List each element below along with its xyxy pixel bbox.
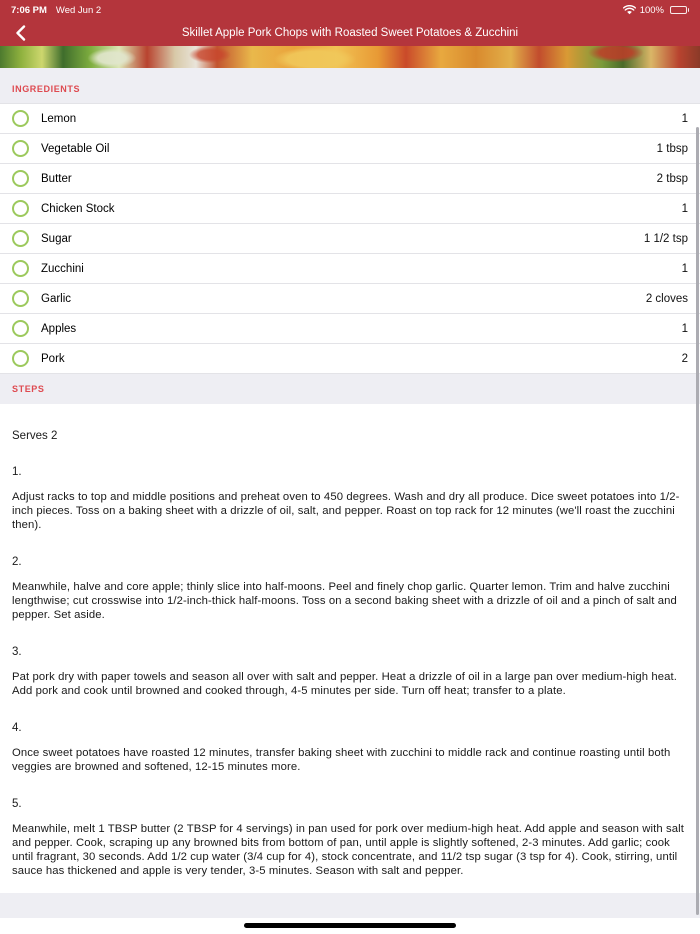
checkbox-circle-icon[interactable]	[12, 320, 29, 337]
ingredient-row-chicken-stock[interactable]	[0, 194, 700, 224]
battery-percent: 100%	[639, 4, 664, 16]
ingredients-section-label: INGREDIENTS	[12, 83, 81, 94]
status-date: Wed Jun 2	[55, 4, 102, 16]
nav-bar	[0, 20, 700, 46]
steps-section-header	[0, 374, 700, 404]
ingredient-quantity: 1 tbsp	[656, 142, 688, 155]
ingredient-row-lemon[interactable]	[0, 104, 700, 134]
ingredient-name: Apples	[41, 322, 77, 335]
step-number: 4.	[12, 722, 22, 734]
ingredient-quantity: 1	[681, 322, 688, 335]
step-1	[12, 466, 687, 532]
step-text: Pat pork dry with paper towels and season all over with salt and pepper. Heat a drizzle of oil in a large pan over medium-high heat. Add pork and cook until browned and cooked through, 4-5 minutes per side. Turn off heat; transfer to a plate.	[12, 671, 678, 697]
ingredient-name: Butter	[41, 172, 72, 185]
checkbox-circle-icon[interactable]	[12, 230, 29, 247]
ingredient-row-zucchini[interactable]	[0, 254, 700, 284]
scrollbar-thumb[interactable]	[696, 127, 699, 915]
ingredient-name: Zucchini	[41, 262, 84, 275]
step-number: 2.	[12, 556, 22, 568]
ingredient-quantity: 1	[681, 112, 688, 125]
serves-label: Serves 2	[12, 430, 58, 442]
step-3	[12, 646, 687, 698]
ingredients-list	[0, 103, 700, 374]
home-indicator[interactable]	[244, 923, 456, 928]
step-number: 5.	[12, 798, 22, 810]
step-4	[12, 722, 687, 774]
step-text: Meanwhile, melt 1 TBSP butter (2 TBSP for 4 servings) in pan used for pork over medium-high heat. Add apple and season with salt and pepper. Cook, scraping up any browned bits from bottom of pan, until apple is slightly softened, 2-3 minutes. Add garlic; cook until fragrant, 30 seconds. Add 1/2 cup water (3/4 cup for 4), stock concentrate, and 11/2 tsp sugar (3 tsp for 4). Cook, stirring, until sauce has thickened and apple is very tender, 3-5 minutes. Season with salt and pepper.	[12, 823, 684, 877]
ingredient-row-sugar[interactable]	[0, 224, 700, 254]
ingredient-quantity: 2 tbsp	[656, 172, 688, 185]
steps-body	[0, 404, 700, 914]
ingredients-section-header	[0, 68, 700, 103]
ingredient-name: Sugar	[41, 232, 72, 245]
battery-icon	[670, 6, 689, 14]
checkbox-circle-icon[interactable]	[12, 110, 29, 127]
checkbox-circle-icon[interactable]	[12, 350, 29, 367]
checkbox-circle-icon[interactable]	[12, 140, 29, 157]
ingredient-quantity: 2 cloves	[645, 292, 688, 305]
ingredient-row-pork[interactable]	[0, 344, 700, 374]
bottom-section-strip	[0, 893, 700, 918]
ingredient-name: Vegetable Oil	[41, 142, 110, 155]
recipe-photo	[0, 46, 700, 68]
ingredient-name: Lemon	[41, 112, 77, 125]
ingredient-row-garlic[interactable]	[0, 284, 700, 314]
ingredient-name: Pork	[41, 352, 65, 365]
checkbox-circle-icon[interactable]	[12, 200, 29, 217]
back-button[interactable]	[6, 20, 34, 46]
chevron-left-icon	[15, 25, 26, 41]
ingredient-name: Garlic	[41, 292, 72, 305]
ingredient-row-vegetable-oil[interactable]	[0, 134, 700, 164]
ingredient-quantity: 1 1/2 tsp	[643, 232, 688, 245]
page-title: Skillet Apple Pork Chops with Roasted Sweet Potatoes & Zucchini	[181, 27, 519, 39]
ingredient-quantity: 1	[681, 262, 688, 275]
step-5	[12, 798, 687, 878]
status-bar	[0, 0, 700, 20]
step-text: Adjust racks to top and middle positions and preheat oven to 450 degrees. Wash and dry all produce. Dice sweet potatoes into 1/2-inch pieces. Toss on a baking sheet with a drizzle of oil, salt, and pepper. Roast on top rack for 12 minutes (we'll roast the zucchini then).	[12, 491, 680, 531]
checkbox-circle-icon[interactable]	[12, 170, 29, 187]
ingredient-row-apples[interactable]	[0, 314, 700, 344]
step-text: Once sweet potatoes have roasted 12 minutes, transfer baking sheet with zucchini to middle rack and continue roasting until both veggies are browned and softened, 12-15 minutes more.	[12, 747, 671, 773]
step-number: 1.	[12, 466, 22, 478]
wifi-icon	[623, 5, 636, 15]
step-2	[12, 556, 687, 622]
steps-section-label: STEPS	[12, 384, 45, 394]
checkbox-circle-icon[interactable]	[12, 260, 29, 277]
status-time: 7:06 PM	[11, 4, 47, 16]
step-number: 3.	[12, 646, 22, 658]
ingredient-row-butter[interactable]	[0, 164, 700, 194]
ingredient-name: Chicken Stock	[41, 202, 115, 215]
ingredient-quantity: 2	[681, 352, 688, 365]
checkbox-circle-icon[interactable]	[12, 290, 29, 307]
ingredient-quantity: 1	[681, 202, 688, 215]
step-text: Meanwhile, halve and core apple; thinly slice into half-moons. Peel and finely chop garlic. Quarter lemon. Trim and halve zucchini lengthwise; cut crosswise into 1/2-inch-thick half-moons. Toss on a second baking sheet with a drizzle of oil and a pinch of salt and pepper. Set aside.	[12, 581, 677, 621]
